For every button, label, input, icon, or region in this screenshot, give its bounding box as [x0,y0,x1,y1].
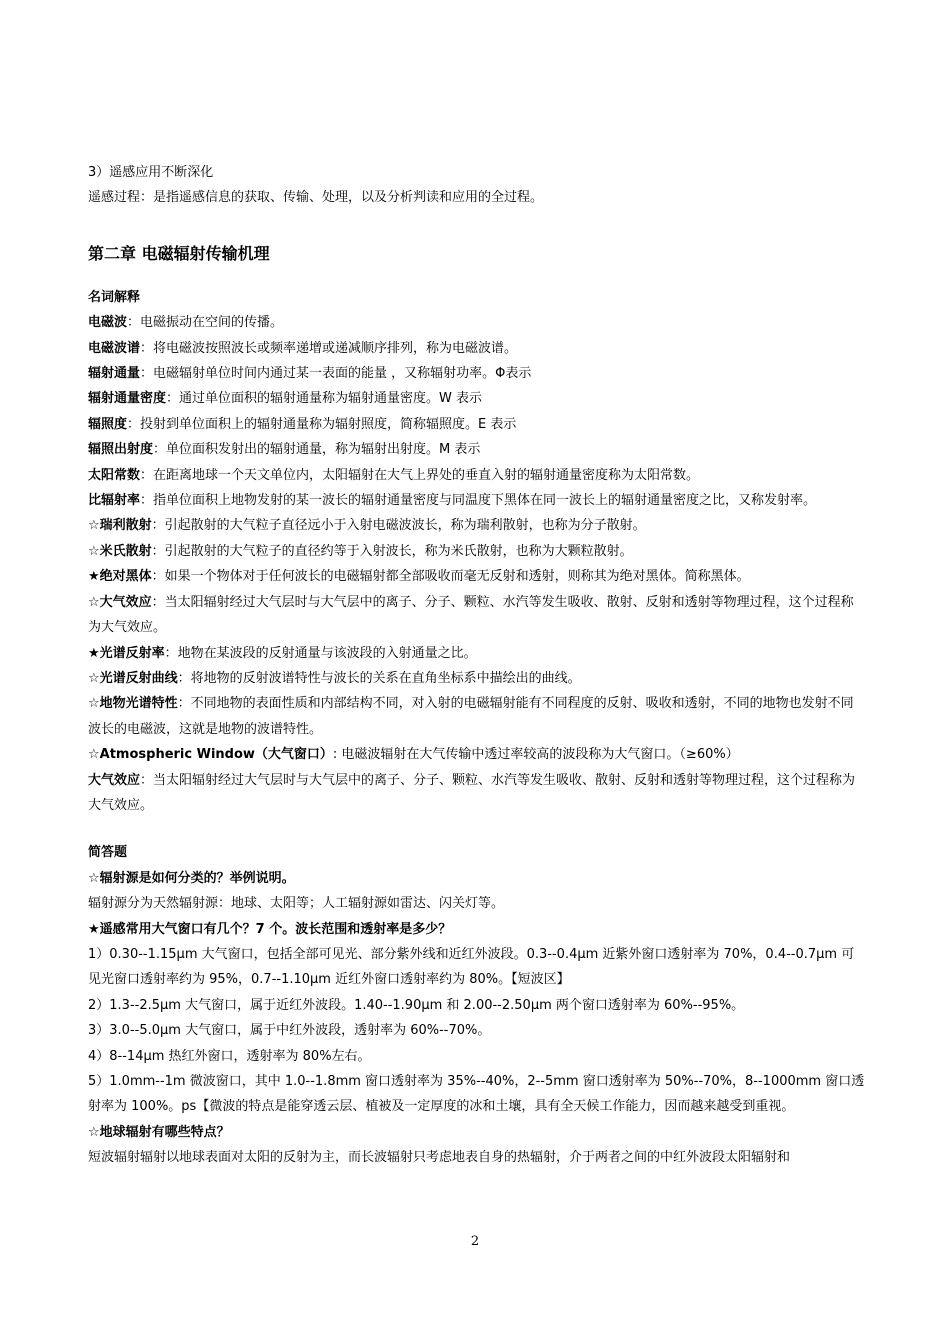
glossary-term: 辐射通量密度 [88,391,167,407]
glossary-definition: ：不同地物的表面性质和内部结构不同，对入射的电磁辐射能有不同程度的反射、吸收和透射，不同的地物也发射不同波长的电磁波，这就是地物的波谱特性。 [88,696,854,737]
answer-2-item: 1）0.30--1.15μm 大气窗口，包括全部可见光、部分紫外线和近红外波段。0.3--0.4μm 近紫外窗口透射率为 70%，0.4--0.7μm 可见光窗口透射率约为 95%，0.7--1.10μm 近红外窗口透射率约为 80%。【短波区】 [88,946,855,988]
question-2: ★遥感常用大气窗口有几个？7 个。波长范围和透射率是多少？ [88,921,452,937]
glossary-definition: ：引起散射的大气粒子直径远小于入射电磁波波长，称为瑞利散射，也称为分子散射。 [151,518,646,534]
question-1: ☆辐射源是如何分类的？举例说明。 [88,870,295,886]
glossary-item [88,641,866,666]
intro-line: 3）遥感应用不断深化 [88,165,214,180]
answer-2-item: 3）3.0--5.0μm 大气窗口，属于中红外波段，透射率为 60%--70%。 [88,1023,491,1039]
glossary-item [88,412,866,437]
glossary-definition: ：当太阳辐射经过大气层时与大气层中的离子、分子、颗粒、水汽等发生吸收、散射、反射和透射等物理过程，这个过程称为大气效应。 [88,594,854,636]
glossary-term: ☆大气效应 [88,594,152,610]
answer-2-item: 5）1.0mm--1m 微波窗口，其中 1.0--1.8mm 窗口透射率为 35%--40%，2--5mm 窗口透射率为 50%--70%，8--1000mm 窗口透射率为 100%。ps【微波的特点是能穿透云层、植被及一定厚度的冰和土壤，具有全天候工作能力，因而越来越受到重视。 [88,1074,865,1115]
glossary-definition: : 电磁波辐射在大气传输中透过率较高的波段称为大气窗口。（≥60%） [332,747,739,763]
glossary-definition: ：将电磁波按照波长或频率递增或递减顺序排列，称为电磁波谱。 [140,340,518,356]
glossary-list [88,310,866,818]
glossary-definition: ：通过单位面积的辐射通量称为辐射通量密度。W 表示 [166,391,483,407]
question-3: ☆地球辐射有哪些特点？ [88,1124,230,1140]
glossary-term: ☆米氏散射 [88,543,152,559]
glossary-item [88,488,866,513]
glossary-definition: ：投射到单位面积上的辐射通量称为辐射照度，简称辐照度。E 表示 [127,416,517,432]
glossary-item [88,539,866,564]
glossary-item [88,386,866,411]
glossary-definition: ：单位面积发射出的辐射通量，称为辐射出射度。M 表示 [153,442,481,458]
glossary-term: 比辐射率 [88,493,141,509]
glossary-item [88,310,866,335]
glossary-term: 太阳常数 [88,467,141,483]
glossary-term: ☆光谱反射曲线 [88,670,178,686]
glossary-definition: ：将地物的反射波谱特性与波长的关系在直角坐标系中描绘出的曲线。 [177,670,581,686]
page-content [88,160,866,1171]
glossary-item [88,463,866,488]
glossary-term: 辐照出射度 [88,442,154,458]
answer-2-item: 4）8--14μm 热红外窗口，透射率为 80%左右。 [88,1048,371,1064]
glossary-item [88,768,866,819]
glossary-definition: ：当太阳辐射经过大气层时与大气层中的离子、分子、颗粒、水汽等发生吸收、散射、反射和透射等物理过程，这个过程称为大气效应。 [88,772,856,813]
glossary-heading: 名词解释 [88,289,141,305]
glossary-item [88,564,866,589]
answer-1: 辐射源分为天然辐射源：地球、太阳等；人工辐射源如雷达、闪关灯等。 [88,896,505,912]
glossary-definition: ：如果一个物体对于任何波长的电磁辐射都全部吸收而毫无反射和透射，则称其为绝对黑体。简称黑体。 [151,569,750,585]
glossary-term: ★光谱反射率 [88,645,165,661]
definition-remote-sensing-process: 遥感过程：是指遥感信息的获取、传输、处理，以及分析判读和应用的全过程。 [88,190,544,206]
short-answer-heading: 简答题 [88,845,128,861]
glossary-item [88,437,866,462]
glossary-item [88,513,866,538]
glossary-item [88,590,866,641]
glossary-term: 电磁波谱 [88,340,141,356]
glossary-term: ☆瑞利散射 [88,518,152,534]
glossary-item [88,666,866,691]
glossary-item [88,691,866,742]
answer-2-item: 2）1.3--2.5μm 大气窗口，属于近红外波段。1.40--1.90μm 和 2.00--2.50μm 两个窗口透射率为 60%--95%。 [88,997,745,1013]
glossary-term: ☆地物光谱特性 [88,696,178,712]
glossary-item [88,361,866,386]
glossary-definition: ：地物在某波段的反射通量与该波段的入射通量之比。 [164,645,477,661]
glossary-term: 辐照度 [88,416,128,432]
glossary-definition: ：指单位面积上地物发射的某一波长的辐射通量密度与同温度下黑体在同一波长上的辐射通量密度之比，又称发射率。 [140,493,817,509]
chapter-title: 第二章 电磁辐射传输机理 [88,243,270,263]
glossary-definition: ：电磁辐射单位时间内通过某一表面的能量 ，又称辐射功率。Φ表示 [140,366,532,382]
glossary-item [88,336,866,361]
glossary-item [88,742,866,767]
glossary-definition: ：引起散射的大气粒子的直径约等于入射波长，称为米氏散射，也称为大颗粒散射。 [151,543,633,559]
glossary-term: 辐射通量 [88,366,141,382]
glossary-term: 电磁波 [88,315,128,331]
page-number: 2 [470,1234,480,1249]
answer-3: 短波辐射辐射以地球表面对太阳的反射为主，而长波辐射只考虑地表自身的热辐射，介于两者之间的中红外波段太阳辐射和 [88,1150,791,1166]
glossary-term: ☆Atmospheric Window（大气窗口） [88,747,333,763]
glossary-term: 大气效应 [88,772,141,788]
glossary-definition: ：在距离地球一个天文单位内，太阳辐射在大气上界处的垂直入射的辐射通量密度称为太阳常数。 [140,467,700,483]
glossary-definition: ：电磁振动在空间的传播。 [127,315,284,331]
glossary-term: ★绝对黑体 [88,569,152,585]
